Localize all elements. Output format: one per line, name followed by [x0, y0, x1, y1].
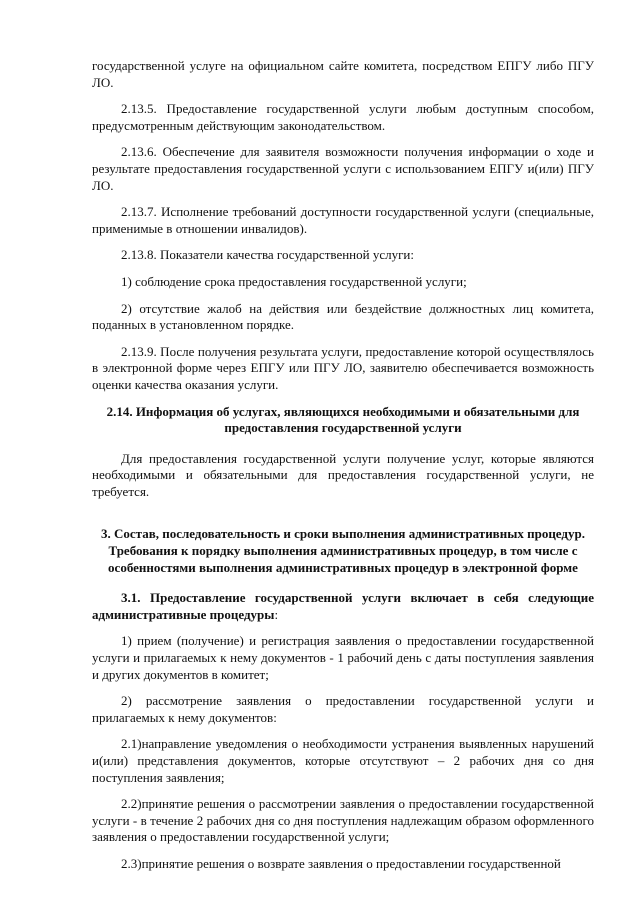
heading-2-14: 2.14. Информация об услугах, являющихся необходимыми и обязательными для предоставления государственной услуги: [106, 403, 580, 436]
paragraph-3-1: [92, 590, 594, 623]
paragraph-3-1-tail: :: [274, 606, 279, 622]
list-item-2: 2) отсутствие жалоб на действия или бездействие должностных лиц комитета, поданных в установленном порядке.: [92, 300, 594, 333]
paragraph-2-14: Для предоставления государственной услуги получение услуг, которые являются необходимыми и обязательными для предоставления государственной услуги, не требуется.: [92, 450, 594, 499]
paragraph-3-1-bold: 3.1. Предоставление государственной услуги включает в себя следующие административные процедуры: [92, 590, 594, 622]
procedure-2-1: 2.1)направление уведомления о необходимости устранения выявленных нарушений и(или) представления документов, которые отсутствуют – 2 рабочих дня со дня поступления заявления;: [92, 736, 594, 785]
list-item-1: 1) соблюдение срока предоставления государственной услуги;: [121, 273, 467, 289]
paragraph-2-13-8: 2.13.8. Показатели качества государственной услуги:: [121, 247, 414, 263]
procedure-2-2: 2.2)принятие решения о рассмотрении заявления о предоставлении государственной услуги - в течение 2 рабочих дня со дня поступления надлежащим образом оформленного заявления о предоставлении государственной услуги;: [92, 796, 594, 845]
paragraph-continuation: государственной услуге на официальном сайте комитета, посредством ЕПГУ либо ПГУ ЛО.: [92, 58, 594, 90]
paragraph-2-13-6: 2.13.6. Обеспечение для заявителя возможности получения информации о ходе и результате предоставления государственной услуги с использованием ЕПГУ и(или) ПГУ ЛО.: [92, 144, 594, 193]
procedure-2-3: 2.3)принятие решения о возврате заявления о предоставлении государственной: [121, 855, 561, 871]
procedure-1: 1) прием (получение) и регистрация заявления о предоставлении государственной услуги и прилагаемых к нему документов - 1 рабочий день с даты поступления заявления и других документов в комитет;: [92, 633, 594, 682]
paragraph-2-13-5: 2.13.5. Предоставление государственной услуги любым доступным способом, предусмотренным действующим законодательством.: [92, 101, 594, 133]
paragraph-2-13-7: 2.13.7. Исполнение требований доступности государственной услуги (специальные, применимые в отношении инвалидов).: [92, 204, 594, 236]
paragraph-2-13-9: 2.13.9. После получения результата услуги, предоставление которой осуществлялось в электронной форме через ЕПГУ или ПГУ ЛО, заявителю обеспечивается возможность оценки качества оказания услуги.: [92, 343, 594, 392]
procedure-2: 2) рассмотрение заявления о предоставлении государственной услуги и прилагаемых к нему документов:: [92, 693, 594, 725]
heading-section-3: 3. Состав, последовательность и сроки выполнения административных процедур. Требования к порядку выполнения административных процедур, в том числе с особенностями выполнения административных процедур в электронной форме: [101, 526, 585, 575]
